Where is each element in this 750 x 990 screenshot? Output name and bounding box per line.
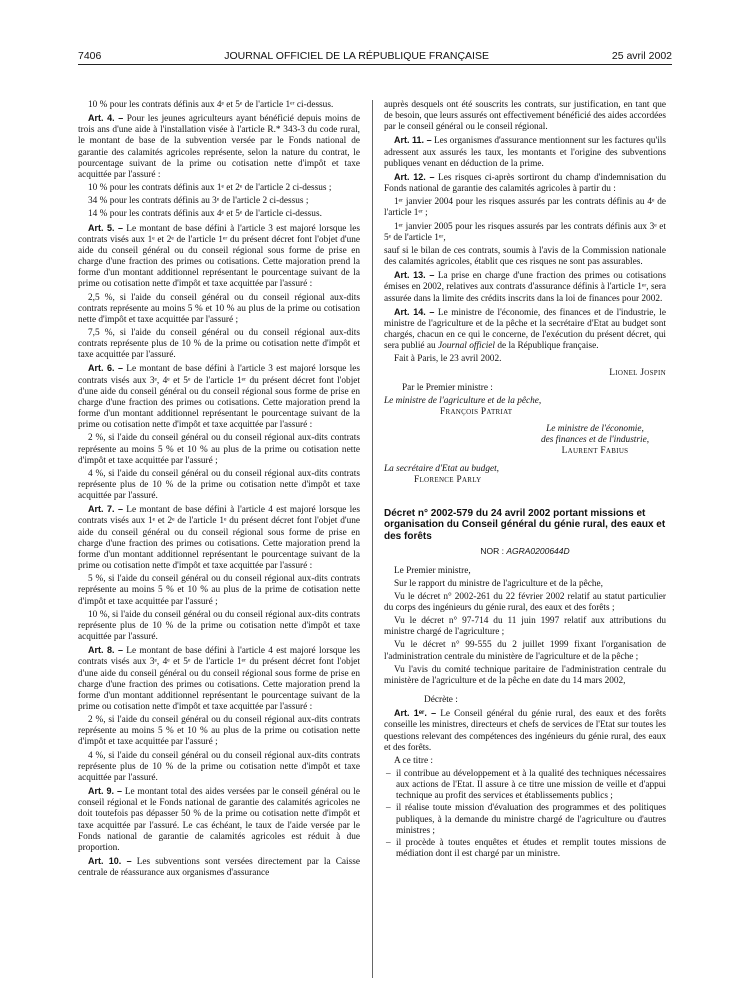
article-label: Art. 11. – xyxy=(394,135,432,146)
article-label: Art. 13. – xyxy=(394,270,435,281)
article-text: de la République française. xyxy=(495,341,599,352)
paragraph: Vu l'avis du comité technique paritaire de l'administration centrale du ministère de l'agriculture et de la pêche en date du 14 mars 2002, xyxy=(384,664,666,686)
paragraph: Vu le décret n° 99-555 du 2 juillet 1999 fixant l'organisation de l'administration centrale du ministère de l'agriculture et de la pêche ; xyxy=(384,640,666,662)
issue-date: 25 avril 2002 xyxy=(611,50,672,62)
decree-title: Décret n° 2002-579 du 24 avril 2002 portant missions et organisation du Conseil général du génie rural, des eaux et des forêts xyxy=(384,507,666,542)
header-rule xyxy=(78,64,672,65)
page-number: 7406 xyxy=(78,50,102,62)
article-label: Art. 6. – xyxy=(88,363,123,374)
signature-block-economy xyxy=(524,424,666,457)
article-text: Pour les jeunes agriculteurs ayant bénéficié depuis moins de trois ans d'une aide à l'installation visée à l'article R.* 343-3 du code rural, le montant de base de la subvention versée par le Fonds national de garantie des calamités agricoles représente, selon la nature du contrat, le pourcentage suivant de la prime ou cotisation nette d'impôt et taxe acquittée par l'assuré : xyxy=(78,114,360,180)
signatory-name: Laurent Fabius xyxy=(561,446,629,457)
article-14 xyxy=(384,307,666,353)
signatory-title: La secrétaire d'Etat au budget, xyxy=(384,463,499,474)
journal-name: Journal officiel xyxy=(437,341,496,352)
list-item: – il procède à toutes enquêtes et études et remplit toutes missions de médiation dont il est chargé par un ministre. xyxy=(396,838,666,860)
article-text: Le montant de base défini à l'article 3 est majoré lorsque les contrats visés aux 3ᵉ, 4ᵉ et 5ᵉ de l'article 1ᵉʳ du présent décret font l'objet d'une aide du conseil général ou du conseil régional sous forme de prise en charge d'une fraction des primes ou cotisations. Cette majoration prend la forme d'un montant additionnel représentant le pourcentage suivant de la prime ou cotisation nette d'impôt et taxe acquittée par l'assuré : xyxy=(78,364,360,431)
paragraph: 4 %, si l'aide du conseil général ou du conseil régional aux-dits contrats représente plus de 10 % de la prime ou cotisation nette d'impôt et taxe acquittée par l'assuré. xyxy=(78,750,360,783)
list-item: – il réalise toute mission d'évaluation des programmes et des politiques publiques, à la demande du ministre chargé de l'agriculture ou d'autres ministres ; xyxy=(396,803,666,836)
signature-date: Fait à Paris, le 23 avril 2002. xyxy=(394,354,502,365)
paragraph: 7,5 %, si l'aide du conseil général ou du conseil régional aux-dits contrats représente plus de 10 % de la prime ou cotisation nette d'impôt et taxe acquittée par l'assuré. xyxy=(78,327,360,361)
article-text: Le Conseil général du génie rural, des eaux et des forêts conseille les ministres, directeurs et chefs de services de l'Etat sur toutes les questions relevant des compétences des ingénieurs du génie rural, des eaux et des forêts. xyxy=(384,709,666,753)
paragraph: Le Premier ministre, xyxy=(394,565,471,576)
left-column xyxy=(78,100,360,881)
paragraph: 2,5 %, si l'aide du conseil général ou du conseil régional aux-dits contrats représente au moins 5 % et 10 % au plus de la prime ou cotisation nette d'impôt et taxe acquittée par l'assuré ; xyxy=(78,292,360,325)
right-column xyxy=(384,100,666,861)
column-divider xyxy=(372,100,373,978)
article-label: Art. 8. – xyxy=(88,645,123,656)
paragraph: A ce titre : xyxy=(394,755,433,766)
paragraph: auprès desquels ont été souscrits les contrats, sur justification, en tant que de besoin, que leurs assurés ont effectivement bénéficié des aides accordées par le conseil général ou le conseil régional. xyxy=(384,100,666,133)
article-4 xyxy=(78,113,360,181)
article-label: Art. 5. – xyxy=(88,222,123,233)
article-text: Le ministre de l'économie, des finances et de l'industrie, le ministre de l'agriculture et de la pêche et la secrétaire d'Etat au budget sont chargés, chacun en ce qui le concerne, de l'exécution du présent décret, qui sera publié au xyxy=(384,307,666,352)
nor-label: NOR : xyxy=(480,546,507,557)
paragraph: 2 %, si l'aide du conseil général ou du conseil régional aux-dits contrats représente au moins 5 % et 10 % au plus de la prime ou cotisation nette d'impôt et taxe acquittée par l'assuré ; xyxy=(78,715,360,748)
article-label: Art. 14. – xyxy=(394,306,435,317)
mission-list xyxy=(384,769,666,860)
paragraph: Vu le décret n° 97-714 du 11 juin 1997 relatif aux attributions du ministre chargé de l'agriculture ; xyxy=(384,616,666,638)
journal-title: JOURNAL OFFICIEL DE LA RÉPUBLIQUE FRANÇAISE xyxy=(224,50,489,62)
article-7 xyxy=(78,504,360,572)
article-12 xyxy=(384,172,666,195)
paragraph: 5 %, si l'aide du conseil général ou du conseil régional aux-dits contrats représente au moins 5 % et 10 % au plus de la prime de cotisation nette d'impôt et taxe acquittée par l'assuré ; xyxy=(78,574,360,607)
article-text: La prise en charge d'une fraction des primes ou cotisations émises en 2002, relatives aux contrats d'assurance définis à l'article 1ᵉʳ, sera assurée dans la limite des crédits inscrits dans la loi de finances pour 2002. xyxy=(384,271,666,304)
nor-code: AGRA0200644D xyxy=(506,546,570,557)
article-text: Les subventions sont versées directement par la Caisse centrale de réassurance aux organismes d'assurance xyxy=(78,857,360,879)
paragraph: 10 %, si l'aide du conseil général ou du conseil régional aux-dits contrats représente plus de 10 % de la prime ou cotisation nette d'impôt et taxe acquittée par l'assuré. xyxy=(78,609,360,643)
signatory-title: des finances et de l'industrie, xyxy=(540,435,650,446)
paragraph: Vu le décret n° 2002-261 du 22 février 2002 relatif au statut particulier du corps des ingénieurs du génie rural, des eaux et des forêts ; xyxy=(384,591,666,613)
article-label: Art. 12. – xyxy=(394,171,435,182)
paragraph: 1ᵉʳ janvier 2005 pour les risques assurés par les contrats définis aux 3ᵉ et 5ᵉ de l'article 1ᵉʳ, xyxy=(384,221,666,243)
article-9 xyxy=(78,786,360,854)
article-13 xyxy=(384,270,666,304)
article-label: Art. 10. – xyxy=(88,856,132,866)
article-1 xyxy=(384,708,666,754)
article-10 xyxy=(78,856,360,879)
decrete: Décrète : xyxy=(424,695,458,706)
article-label: Art. 7. – xyxy=(88,504,123,515)
article-6 xyxy=(78,363,360,431)
article-label: Art. 9. – xyxy=(88,786,123,797)
signatory-name: François Patriat xyxy=(440,406,513,417)
paragraph: 2 %, si l'aide du conseil général ou du conseil régional aux-dits contrats représente au moins 5 % et 10 % au plus de la prime ou cotisation nette d'impôt et taxe acquittée par l'assuré ; xyxy=(78,433,360,466)
article-label: Art. 4. – xyxy=(88,113,124,124)
list-item: – il contribue au développement et à la qualité des techniques nécessaires aux actions de l'Etat. Il assure à ce titre une mission de veille et d'appui technique au profit des services et établissements publics ; xyxy=(396,769,666,802)
article-text: Le montant de base défini à l'article 4 est majoré lorsque les contrats visés aux 3ᵉ, 4ᵉ et 5ᵉ de l'article 1ᵉʳ du présent décret font l'objet d'une aide du conseil général ou du conseil régional sous forme de prise en charge d'une fraction des primes ou cotisations. Cette majoration prend la forme d'un montant additionnel représentant le pourcentage suivant de la prime ou cotisation nette d'impôt et taxe acquittée par l'assuré : xyxy=(78,646,360,712)
article-text: Les organismes d'assurance mentionnent sur les factures qu'ils adressent aux assurés les taux, les montants et l'origine des subventions publiques venant en déduction de la prime. xyxy=(384,136,666,169)
paragraph: 14 % pour les contrats définis aux 4ᵉ et 5ᵉ de l'article ci-dessus. xyxy=(88,209,322,220)
paragraph: 1ᵉʳ janvier 2004 pour les risques assurés par les contrats définis au 4ᵉ de l'article 1ᵉʳ ; xyxy=(384,197,666,219)
article-text: Le montant de base défini à l'article 3 est majoré lorsque les contrats visés aux 1ᵉ et 2ᵉ de l'article 1ᵉʳ du présent décret font l'objet d'une aide du conseil général ou du conseil régional sous forme de prise en charge d'une fraction des primes ou cotisations. Cette majoration prend la forme d'un montant additionnel représentant le pourcentage suivant de la prime ou cotisation nette d'impôt et taxe acquittée par l'assuré : xyxy=(78,223,360,290)
article-text: Les risques ci-après sortiront du champ d'indemnisation du Fonds national de garantie des calamités agricoles à partir du : xyxy=(384,172,666,195)
article-11 xyxy=(384,135,666,169)
paragraph: sauf si le bilan de ces contrats, soumis à l'avis de la Commission nationale des calamités agricoles, établit que ces risques ne sont pas assurables. xyxy=(384,245,666,268)
article-8 xyxy=(78,645,360,713)
page-header xyxy=(78,46,672,62)
paragraph: Sur le rapport du ministre de l'agriculture et de la pêche, xyxy=(394,578,603,589)
signatory-title: Le ministre de l'économie, xyxy=(546,424,644,435)
signatory-title: Le ministre de l'agriculture et de la pêche, xyxy=(384,395,542,406)
paragraph: 34 % pour les contrats définis au 3ᵉ de l'article 2 ci-dessus ; xyxy=(88,196,309,207)
signature-caption: Par le Premier ministre : xyxy=(402,382,493,393)
signatory-name: Florence Parly xyxy=(414,474,482,485)
article-5 xyxy=(78,223,360,291)
article-text: Le montant de base défini à l'article 4 est majoré lorsque les contrats visés aux 1ᵉ et 2ᵉ de l'article 1ᵉ du présent décret font l'objet d'une aide du conseil général ou du conseil régional sous forme de prise en charge d'une fraction des primes ou cotisations. Cette majoration prend la forme d'un montant additionnel représentant le pourcentage suivant de la prime ou cotisation nette d'impôt et taxe acquittée par l'assuré : xyxy=(78,505,360,572)
article-text: Le montant total des aides versées par le conseil général ou le conseil régional et le Fonds national de garantie des calamités agricoles ne doit toutefois pas dépasser 50 % de la prime ou cotisation nette d'impôt et taxe acquittée par l'assuré. Le cas échéant, le taux de l'aide versée par le Fonds national de garantie de calamités agricoles est réduit à due proportion. xyxy=(78,787,360,853)
paragraph: 10 % pour les contrats définis aux 1ᵉ et 2ᵉ de l'article 2 ci-dessus ; xyxy=(88,183,332,194)
signature-prime-minister: Lionel Jospin xyxy=(609,368,666,379)
paragraph: 10 % pour les contrats définis aux 4ᵉ et 5ᵉ de l'article 1ᵉʳ ci-dessus. xyxy=(88,100,334,110)
paragraph: 4 %, si l'aide du conseil général ou du conseil régional aux-dits contrats représente plus de 10 % de la prime ou cotisation nette d'impôt et taxe acquittée par l'assuré. xyxy=(78,468,360,502)
nor-reference xyxy=(384,546,666,557)
article-label: Art. 1ᵉʳ. – xyxy=(394,708,437,719)
